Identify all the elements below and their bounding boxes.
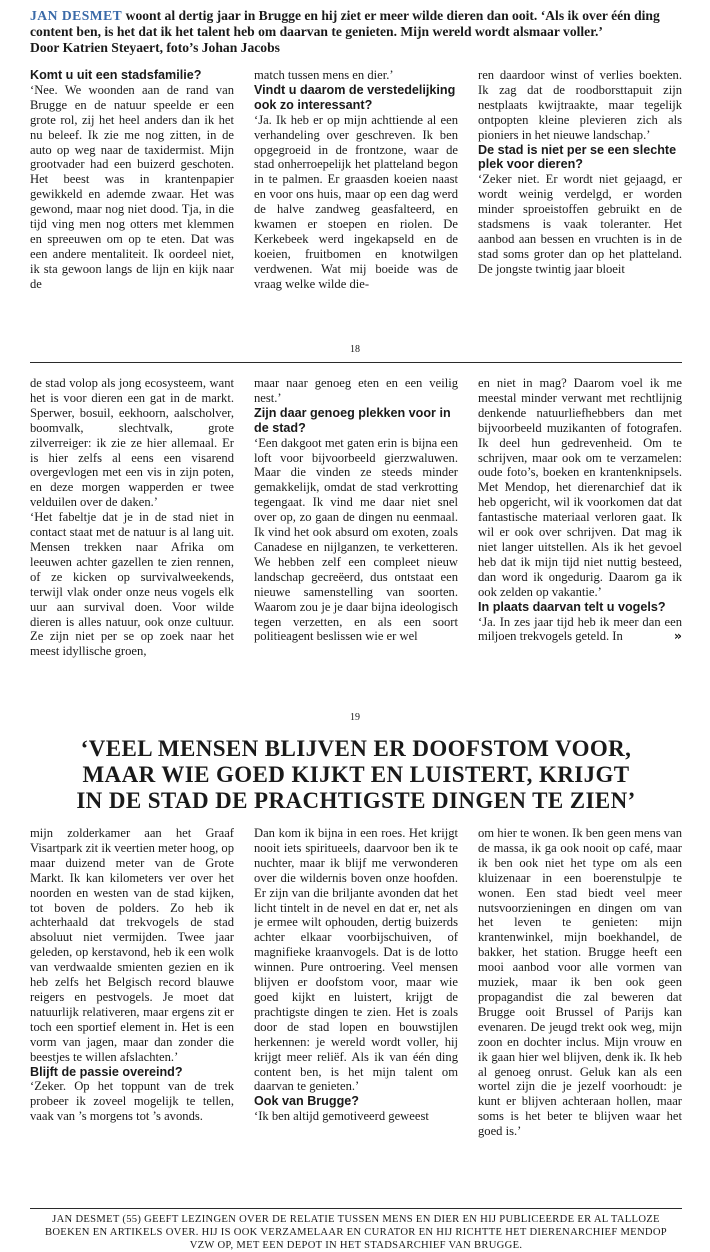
column [30,68,234,330]
page-number: 18 [350,344,360,355]
continue-arrow-icon: » [673,628,682,644]
pull-quote-line: IN DE STAD DE PRACHTIGSTE DINGEN TE ZIEN’ [76,788,636,813]
interview-question: Zijn daar genoeg plekken voor in de stad? [254,405,451,435]
paragraph: maar naar genoeg eten en een veilig nest.’ [254,376,458,405]
columns-section-2 [30,376,682,676]
pull-quote [30,736,682,814]
page-number: 19 [350,712,360,723]
column [30,826,234,1206]
pull-quote-line: ‘VEEL MENSEN BLIJVEN ER DOOFSTOM VOOR, [80,736,632,761]
divider [30,362,682,363]
column [254,376,458,676]
column [254,826,458,1206]
paragraph: om hier te wonen. Ik ben geen mens van de massa, ik ga ook nooit op café, maar ik ben ook niet het type om als een kluizenaar in een boerenstulpje te wonen. Een stad biedt veel meer nutsvoorzieningen en dingen om van het leven te genieten: mijn krantenwinkel, mijn boekhandel, de bakker, het station. Brugge heeft een mooi aanbod voor alle vormen van muziek, maar ik ben ook geen propagandist die zal beweren dat Brugge ooit Brussel of Parijs kan evenaren. De jeugd trekt ook weg, mijn zoon en dochter inclus. Mijn vrouw en ik gaan hier wel blijven, denk ik. Ik heb al genoeg onrust. Geluk kan als een wortel zijn die je jezelf voorhoudt: je kunt er blijven achteraan hollen, maar soms is het beter te blijven waar het goed is.’ [478,826,682,1139]
byline: Door Katrien Steyaert, foto’s Johan Jacobs [30,40,280,55]
column [254,68,458,330]
column [478,376,682,676]
columns-section-3 [30,826,682,1206]
paragraph: ‘Het fabeltje dat je in de stad niet in contact staat met de natuur is al lang uit. Mensen trekken naar Afrika om leeuwen achter gazellen te zien rennen, of ze kicken op survivalweekends, terwijl vlak onder onze neus vogels elk uur aan survival doen. Voor wilde dieren is alles natuur, ook onze cultuur. Ze zijn niet per se op zoek naar het meest idyllische groen, [30,510,234,659]
paragraph: match tussen mens en dier.’ [254,68,394,82]
column [30,376,234,676]
interview-question: Ook van Brugge? [254,1094,359,1109]
interview-question: De stad is niet per se een slechte plek voor dieren? [478,142,677,172]
paragraph: ren daardoor winst of verlies boekten. Ik zag dat de roodborsttapuit zijn nestplaats kwijtraakte, maar tegelijk ontpopten kleine plevieren zich als pioniers in het nieuwe landschap.’ [478,68,682,142]
interview-question: Komt u uit een stadsfamilie? [30,68,202,82]
interview-question: Vindt u daarom de verstedelijking ook zo interessant? [254,82,456,112]
column [478,68,682,330]
paragraph: ‘Ja. In zes jaar tijd heb ik meer dan een miljoen trekvogels geteld. In [478,614,682,644]
author-bio-footer: JAN DESMET (55) GEEFT LEZINGEN OVER DE RELATIE TUSSEN MENS EN DIER EN HIJ PUBLICEERDE ER AL TALLOZE BOEKEN EN ARTIKELS OVER. HIJ IS OOK VERZAMELAAR EN CURATOR EN HIJ RICHTTE HET DIERENARCHIEF MENDOP VZW OP, MET EEN DEPOT IN HET STADSARCHIEF VAN BRUGGE. [44,1214,667,1251]
article-intro [30,8,682,56]
paragraph: ‘Een dakgoot met gaten erin is bijna een loft voor bijvoorbeeld gierzwaluwen. Maar die vinden ze steeds minder gemakkelijk, omdat de stad verkrotting tegengaat. Ik vind me daar niet snel over op, zo gaan de dingen nu eenmaal. Ik vind het ook absurd om exoten, zoals Canadese en nijlganzen, te verketteren. We hebben zelf een compleet nieuw landschap gecreëerd, dus ontstaat een nieuwe samenstelling van soorten. Waarom zou je je daar bijna ideologisch tegen verzetten, en als een soort politieagent beslissen wie er wel [254,435,458,644]
paragraph: en niet in mag? Daarom voel ik me meestal minder verwant met rechtlijnig denkende natuurliefhebbers dan met bijvoorbeeld muzikanten of fotografen. Ik deel hun gedrevenheid. Om te schrijven, maar ook om te verzamelen: oude foto’s, boeken en krantenknipsels. Met Mendop, het dierenarchief dat ik heb opgericht, wil ik voorkomen dat dat fantastische materiaal verloren gaat. Ik wil er ook over schrijven. Dat mag ik niet langer uitstellen. Als ik het gevoel heb dat ik mijn tijd niet nuttig besteed, dan word ik ongedurig. Daarom ga ik ook zelden op vakantie.’ [478,376,682,599]
interview-question: In plaats daarvan telt u vogels? [478,599,666,614]
pull-quote-line: MAAR WIE GOED KIJKT EN LUISTERT, KRIJGT [82,762,630,787]
paragraph: ‘Ja. Ik heb er op mijn achttiende al een verhandeling over geschreven. Ik ben opgegroeid in de frontzone, waar de stad onherroepelijk het platteland begon in te palmen. Er graasden koeien naast en voor ons huis, maar op een dag werd de halve zandweg geasfalteerd, en kwamen er stoepen en riolen. De Kerkebeek werd ingekapseld en de koeien, fruitbomen en knotwilgen verdwenen. Wat mij boeide was de vraag welke wilde die- [254,112,458,291]
paragraph: ‘Nee. We woonden aan de rand van Brugge en de natuur speelde er een grote rol, zij het heel anders dan ik het nu beleef. Ik zie me nog zitten, in de auto op weg naar de taxidermist. Mijn grootvader had een buizerd geschoten. Het beest was in krantenpapier gewikkeld en ademde zwaar. Het was gewond, maar nog niet dood. Tja, in die tijd ving men nog otters met klemmen en spreeuwen om op te eten. Dat was een andere mentaliteit. Ik oordeel niet, ik sta gewoon langs de lijn en kijk naar de [30,82,234,291]
paragraph: ‘Zeker niet. Er wordt niet gejaagd, er wordt weinig verdelgd, er worden minder sproeistoffen gebruikt en de stadsmens is vaak toleranter. Het aanbod aan bessen en vruchten is in de stad soms groter dan op het platteland. De jongste twintig jaar bloeit [478,172,682,276]
paragraph: mijn zolderkamer aan het Graaf Visartpark zit ik veertien meter hoog, op maar duizend meter van de Grote Markt. Ik kan kilometers ver over het noorden en westen van de stad kijken, tot boven de polders. Zo heb ik achterhaald dat trekvogels de stad absoluut niet vermijden. Twee jaar geleden, op kerstavond, heb ik een wolk van verdwaalde smienten gezien en ik heb zelfs het Belgisch record blauwe reigers en pestvogels. Je moet dat natuurlijk relativeren, maar ergens zit er toch een sportief element in. Het is een vorm van jagen, maar dan zonder die beestjes te willen afslachten.’ [30,826,234,1064]
paragraph: Dan kom ik bijna in een roes. Het krijgt nooit iets spiritueels, daarvoor ben ik te nuchter, maar ik blijf me verwonderen over die wildernis boven onze hoofden. Er zijn van die briljante avonden dat het licht tintelt in de nevel en dat er, net als je ermee wilt ophouden, dertig buizerds achter elkaar voorbijschuiven, of magnifieke kraanvogels. Dat is de lotto winnen. Pure ontroering. Veel mensen blijven er doofstom voor, maar wie goed kijkt en luistert, krijgt de prachtigste dingen te zien. Het is zoals door de stad lopen en bouwstijlen herkennen: je wereld wordt voller, hij krijgt meer reliëf. Als ik van één ding content ben, is het mijn talent om daarvan te genieten.’ [254,826,458,1094]
paragraph: de stad volop als jong ecosysteem, want het is voor dieren een gat in de markt. Sperwer, bosuil, eekhoorn, aalscholver, boomvalk, slechtvalk, grote zilverreiger: ik zie ze hier allemaal. Er is hier zelfs al eens een visarend overgevlogen met een vis in zijn poten, en deze morgen wapperden er twee velduilen over de daken.’ [30,376,234,510]
columns-section-1 [30,68,682,330]
column [478,826,682,1206]
intro-name: JAN DESMET [30,8,123,23]
interview-question: Blijft de passie overeind? [30,1064,183,1079]
divider [30,1208,682,1209]
intro-text: woont al dertig jaar in Brugge en hij ziet er meer wilde dieren dan ooit. ‘Als ik over één ding content ben, is het dat ik het talent heb om daarvan te genieten. Mijn wereld wordt alsmaar voller.’ [30,8,660,39]
paragraph: ‘Ik ben altijd gemotiveerd geweest [254,1109,429,1124]
paragraph: ‘Zeker. Op het toppunt van de trek probeer ik zoveel mogelijk te tellen, vaak van ’s morgens tot ’s avonds. [30,1079,234,1124]
